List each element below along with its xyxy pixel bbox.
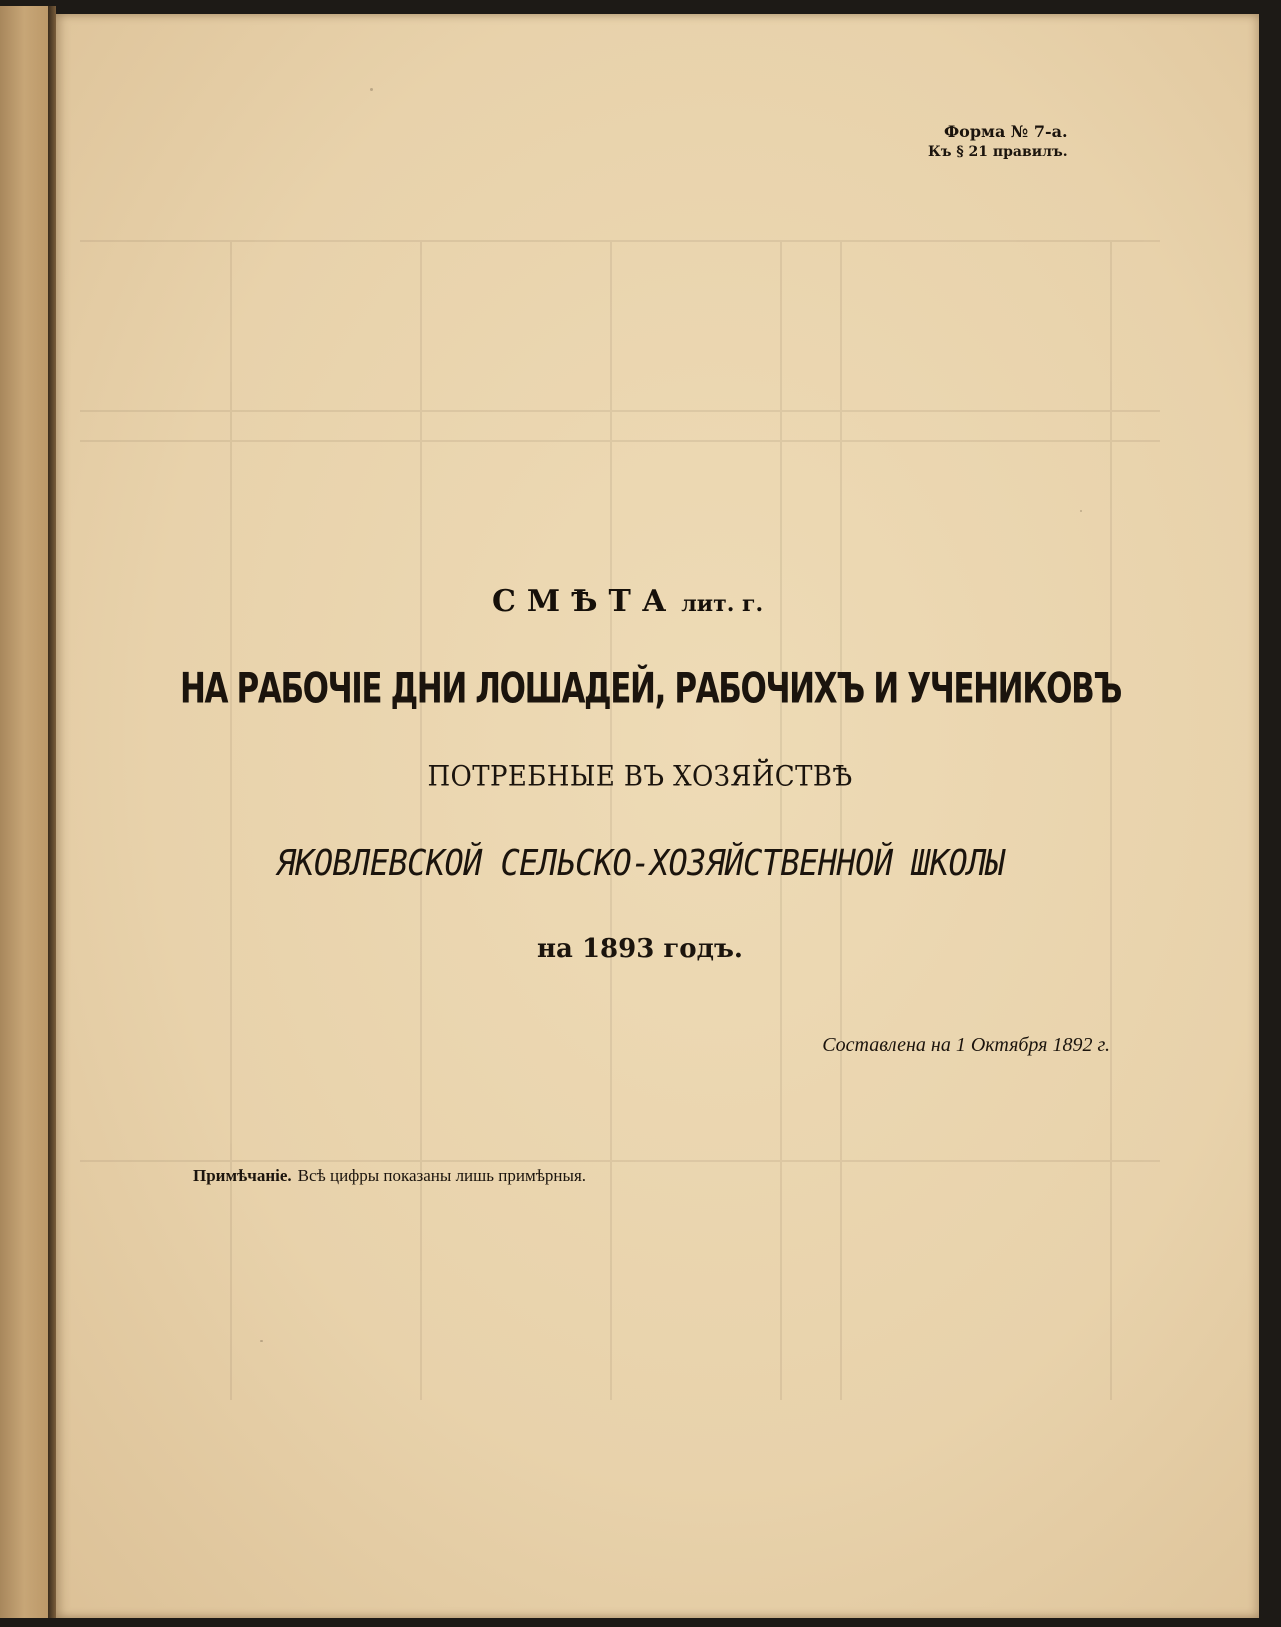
title-line-1: НА РАБОЧІЕ ДНИ ЛОШАДЕЙ, РАБОЧИХЪ И УЧЕНИКОВЪ bbox=[180, 664, 1122, 714]
title-designation: лит. г. bbox=[681, 591, 764, 617]
title-line-4: на 1893 годъ. bbox=[537, 934, 743, 964]
note bbox=[193, 1166, 586, 1186]
previous-page-edge bbox=[0, 6, 54, 1618]
rule-reference: Къ § 21 правилъ. bbox=[928, 144, 1068, 160]
form-number: Форма № 7-а. bbox=[944, 122, 1068, 141]
title-line-2: ПОТРЕБНЫЕ ВЪ ХОЗЯЙСТВѢ bbox=[427, 760, 853, 794]
note-label: Примѣчаніе. bbox=[193, 1166, 292, 1185]
bleed-through-table bbox=[80, 240, 1160, 1400]
title-main: СМѢТА bbox=[492, 584, 678, 619]
title-line-3: ЯКОВЛЕВСКОЙ СЕЛЬСКО-ХОЗЯЙСТВЕННОЙ ШКОЛЫ bbox=[276, 842, 1005, 884]
document-title bbox=[492, 584, 763, 619]
note-text: Всѣ цифры показаны лишь примѣрныя. bbox=[297, 1166, 587, 1185]
binding-gutter bbox=[48, 6, 56, 1618]
compiled-date: Составлена на 1 Октября 1892 г. bbox=[822, 1034, 1110, 1056]
